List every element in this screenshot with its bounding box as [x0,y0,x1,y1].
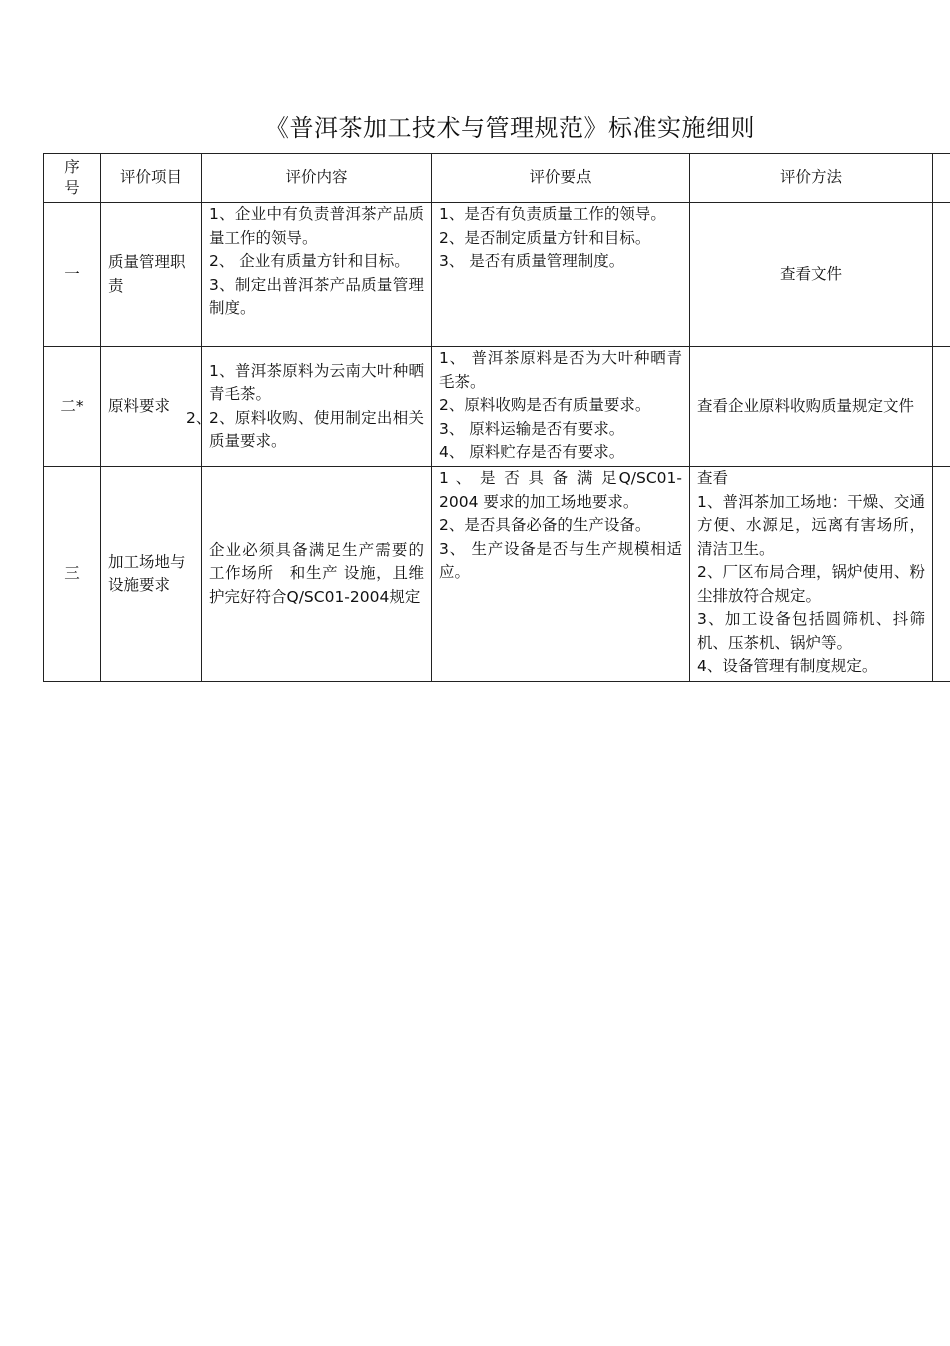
row-extra [933,203,950,347]
table-header-row [44,154,950,203]
header-points: 评价要点 [432,154,690,203]
stray-numbering: 2、 [186,408,212,427]
header-content: 评价内容 [202,154,432,203]
row-no: 一 [44,203,101,347]
header-no: 序 号 [44,154,101,203]
header-method: 评价方法 [690,154,933,203]
document-title: 《普洱茶加工技术与管理规范》标准实施细则 [265,114,755,142]
row-item: 加工场地与设施要求 [101,467,202,682]
row-no: 三 [44,467,101,682]
row-extra [933,347,950,467]
row-content: 企业必须具备满足生产需要的工作场所 和生产 设施，且维护完好符合Q/SC01-2004规定 [202,467,432,682]
row-no: 二* [44,347,101,467]
row-item: 质量管理职责 [101,203,202,347]
row-points: 1、 普洱茶原料是否为大叶种晒青毛茶。 2、原料收购是否有质量要求。 3、 原料运输是否有要求。 4、 原料贮存是否有要求。 [432,347,690,467]
row-content: 1、企业中有负责普洱茶产品质量工作的领导。 2、 企业有质量方针和目标。 3、制定出普洱茶产品质量管理制度。 [202,203,432,347]
row-points: 1、是否有负责质量工作的领导。 2、是否制定质量方针和目标。 3、 是否有质量管理制度。 [432,203,690,347]
row-content: 1、普洱茶原料为云南大叶种晒青毛茶。 2、 2、原料收购、使用制定出相关质量要求。 [202,347,432,467]
row-extra [933,467,950,682]
row-item: 原料要求 [101,347,202,467]
header-extra [933,154,950,203]
row-method: 查看文件 [690,203,933,347]
header-item: 评价项目 [101,154,202,203]
table-row [44,203,950,347]
table-row [44,347,950,467]
table-row [44,467,950,682]
row-method: 查看企业原料收购质量规定文件 [690,347,933,467]
evaluation-table [43,153,950,682]
row-method: 查看 1、普洱茶加工场地：干燥、交通方便、水源足，远离有害场所，清洁卫生。 2、厂区布局合理，锅炉使用、粉尘排放符合规定。 3、加工设备包括圆筛机、抖筛机、压茶机、锅炉等。 4、设备管理有制度规定。 [690,467,933,682]
row-points: 1 、 是 否 具 备 满 足Q/SC01-2004 要求的加工场地要求。 2、是否具备必备的生产设备。 3、 生产设备是否与生产规模相适应。 [432,467,690,682]
